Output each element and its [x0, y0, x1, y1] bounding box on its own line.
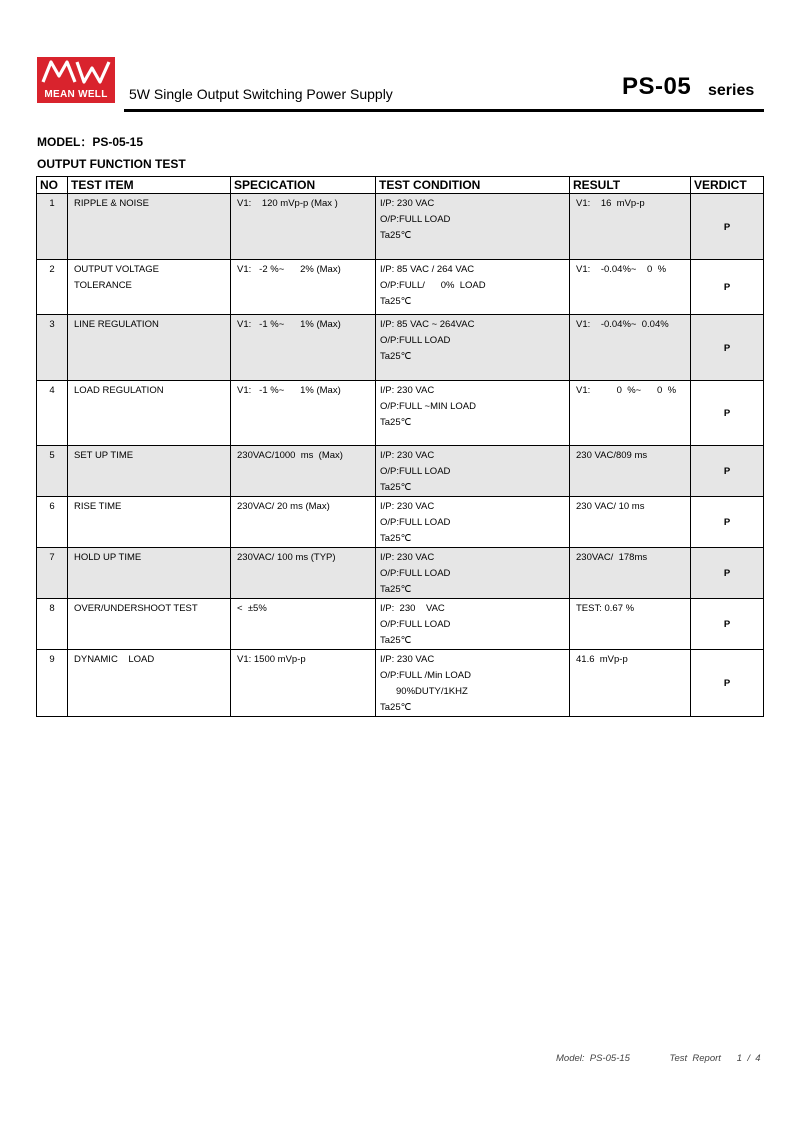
cell-condition-line: I/P: 230 VAC [380, 654, 435, 665]
cell-condition-line: O/P:FULL LOAD [380, 517, 451, 528]
cell-specification-line: 230VAC/ 20 ms (Max) [237, 501, 330, 512]
cell-result-line: V1: -0.04%~ 0.04% [576, 319, 669, 330]
section-title: OUTPUT FUNCTION TEST [37, 157, 186, 171]
table-row [37, 260, 764, 315]
cell-result [570, 315, 691, 381]
cell-result [570, 381, 691, 446]
cell-test-item [68, 599, 231, 650]
cell-condition-line: I/P: 85 VAC / 264 VAC [380, 264, 475, 275]
cell-condition [376, 315, 570, 381]
cell-test-item [68, 194, 231, 260]
cell-test-item-line: OVER/UNDERSHOOT TEST [74, 603, 198, 614]
cell-specification-line: V1: 1500 mVp-p [237, 654, 306, 665]
cell-condition-line: O/P:FULL LOAD [380, 619, 451, 630]
cell-verdict: P [691, 650, 764, 717]
cell-specification [231, 315, 376, 381]
page-footer [556, 1053, 761, 1064]
footer-report: Test Report [669, 1053, 721, 1064]
cell-specification [231, 381, 376, 446]
cell-condition-line: Ta25℃ [380, 482, 412, 493]
cell-specification [231, 650, 376, 717]
logo-wordmark: MEAN WELL [37, 87, 115, 103]
cell-result-line: 230 VAC/809 ms [576, 450, 648, 461]
cell-specification [231, 260, 376, 315]
header-result: RESULT [570, 177, 691, 194]
cell-result-line: 230VAC/ 178ms [576, 552, 648, 563]
cell-condition-line: O/P:FULL LOAD [380, 335, 451, 346]
cell-specification-line: 230VAC/ 100 ms (TYP) [237, 552, 336, 563]
cell-verdict: P [691, 315, 764, 381]
cell-no: 1 [37, 194, 68, 260]
cell-test-item [68, 260, 231, 315]
cell-result-line: 230 VAC/ 10 ms [576, 501, 645, 512]
table-row [37, 381, 764, 446]
cell-test-item-line: LOAD REGULATION [74, 385, 164, 396]
cell-condition-line: I/P: 85 VAC ~ 264VAC [380, 319, 475, 330]
cell-result [570, 260, 691, 315]
cell-test-item-line: SET UP TIME [74, 450, 134, 461]
cell-verdict: P [691, 446, 764, 497]
cell-test-item [68, 497, 231, 548]
cell-condition-line: O/P:FULL LOAD [380, 568, 451, 579]
cell-specification-line: < ±5% [237, 603, 267, 614]
cell-specification-line: V1: -1 %~ 1% (Max) [237, 319, 341, 330]
cell-no: 4 [37, 381, 68, 446]
cell-specification-line: V1: -2 %~ 2% (Max) [237, 264, 341, 275]
cell-condition-line: Ta25℃ [380, 351, 412, 362]
header-no: NO [37, 177, 68, 194]
cell-condition-line: Ta25℃ [380, 584, 412, 595]
cell-no: 8 [37, 599, 68, 650]
cell-no: 7 [37, 548, 68, 599]
header-verdict: VERDICT [691, 177, 764, 194]
cell-condition-line: O/P:FULL LOAD [380, 214, 451, 225]
table-row [37, 548, 764, 599]
table-row [37, 194, 764, 260]
cell-result-line: 41.6 mVp-p [576, 654, 628, 665]
mw-logo-icon [37, 57, 115, 87]
cell-condition-line: Ta25℃ [380, 702, 412, 713]
cell-test-item-line: LINE REGULATION [74, 319, 159, 330]
cell-condition [376, 381, 570, 446]
cell-no: 5 [37, 446, 68, 497]
cell-condition [376, 599, 570, 650]
cell-test-item [68, 446, 231, 497]
test-table [36, 176, 764, 717]
cell-specification [231, 497, 376, 548]
cell-test-item-line: RISE TIME [74, 501, 122, 512]
cell-result [570, 497, 691, 548]
cell-result-line: V1: 16 mVp-p [576, 198, 645, 209]
cell-condition-line: Ta25℃ [380, 296, 412, 307]
cell-result-line: TEST: 0.67 % [576, 603, 635, 614]
cell-result [570, 650, 691, 717]
cell-specification [231, 548, 376, 599]
cell-condition-line: Ta25℃ [380, 230, 412, 241]
cell-specification [231, 599, 376, 650]
cell-condition-line: I/P: 230 VAC [380, 450, 435, 461]
cell-test-item-line: DYNAMIC LOAD [74, 654, 155, 665]
cell-condition [376, 194, 570, 260]
cell-verdict: P [691, 497, 764, 548]
cell-test-item-line: HOLD UP TIME [74, 552, 142, 563]
header-divider [124, 109, 764, 112]
cell-specification-line: V1: 120 mVp-p (Max ) [237, 198, 338, 209]
cell-result [570, 446, 691, 497]
cell-condition-line: I/P: 230 VAC [380, 552, 435, 563]
cell-specification [231, 446, 376, 497]
cell-condition-line: Ta25℃ [380, 635, 412, 646]
cell-condition-line: O/P:FULL /Min LOAD [380, 670, 471, 681]
cell-verdict: P [691, 548, 764, 599]
cell-condition-line: O/P:FULL/ 0% LOAD [380, 280, 486, 291]
cell-verdict: P [691, 381, 764, 446]
cell-condition [376, 650, 570, 717]
cell-result-line: V1: 0 %~ 0 % [576, 385, 677, 396]
cell-test-item-line: RIPPLE & NOISE [74, 198, 149, 209]
cell-condition-line: Ta25℃ [380, 417, 412, 428]
cell-verdict: P [691, 599, 764, 650]
cell-no: 2 [37, 260, 68, 315]
cell-result-line: V1: -0.04%~ 0 % [576, 264, 667, 275]
model-family-title: PS-05 [622, 73, 692, 100]
table-header-row [37, 177, 764, 194]
header-test-item: TEST ITEM [68, 177, 231, 194]
cell-condition-line: I/P: 230 VAC [380, 198, 435, 209]
cell-no: 6 [37, 497, 68, 548]
cell-result [570, 548, 691, 599]
cell-no: 9 [37, 650, 68, 717]
cell-condition [376, 548, 570, 599]
cell-verdict: P [691, 194, 764, 260]
header-specification: SPECICATION [231, 177, 376, 194]
logo-mark [37, 57, 115, 87]
model-line: MODEL：PS-05-15 [37, 135, 144, 149]
cell-no: 3 [37, 315, 68, 381]
cell-result [570, 194, 691, 260]
cell-condition-line: I/P: 230 VAC [380, 501, 435, 512]
cell-specification-line: V1: -1 %~ 1% (Max) [237, 385, 341, 396]
cell-condition-line: Ta25℃ [380, 533, 412, 544]
cell-condition [376, 497, 570, 548]
cell-test-item [68, 381, 231, 446]
table-row [37, 650, 764, 717]
cell-test-item [68, 548, 231, 599]
mean-well-logo [37, 57, 115, 103]
cell-specification-line: 230VAC/1000 ms (Max) [237, 450, 343, 461]
cell-condition-line: I/P: 230 VAC [380, 603, 445, 614]
cell-condition-line: O/P:FULL ~MIN LOAD [380, 401, 476, 412]
cell-test-item [68, 315, 231, 381]
cell-condition-line: O/P:FULL LOAD [380, 466, 451, 477]
cell-verdict: P [691, 260, 764, 315]
cell-condition-line: 90%DUTY/1KHZ [396, 686, 468, 697]
cell-condition-line: I/P: 230 VAC [380, 385, 435, 396]
table-row [37, 599, 764, 650]
cell-test-item [68, 650, 231, 717]
header-test-condition: TEST CONDITION [376, 177, 570, 194]
table-row [37, 446, 764, 497]
cell-condition [376, 446, 570, 497]
document-subtitle: 5W Single Output Switching Power Supply [129, 86, 393, 102]
cell-condition [376, 260, 570, 315]
cell-test-item-line: OUTPUT VOLTAGE [74, 264, 159, 275]
cell-result [570, 599, 691, 650]
cell-specification [231, 194, 376, 260]
cell-test-item-line: TOLERANCE [74, 280, 132, 291]
table-row [37, 497, 764, 548]
table-row [37, 315, 764, 381]
footer-page: 1 / 4 [736, 1053, 761, 1064]
series-label: series [708, 82, 755, 99]
footer-model: Model: PS-05-15 [556, 1053, 630, 1064]
